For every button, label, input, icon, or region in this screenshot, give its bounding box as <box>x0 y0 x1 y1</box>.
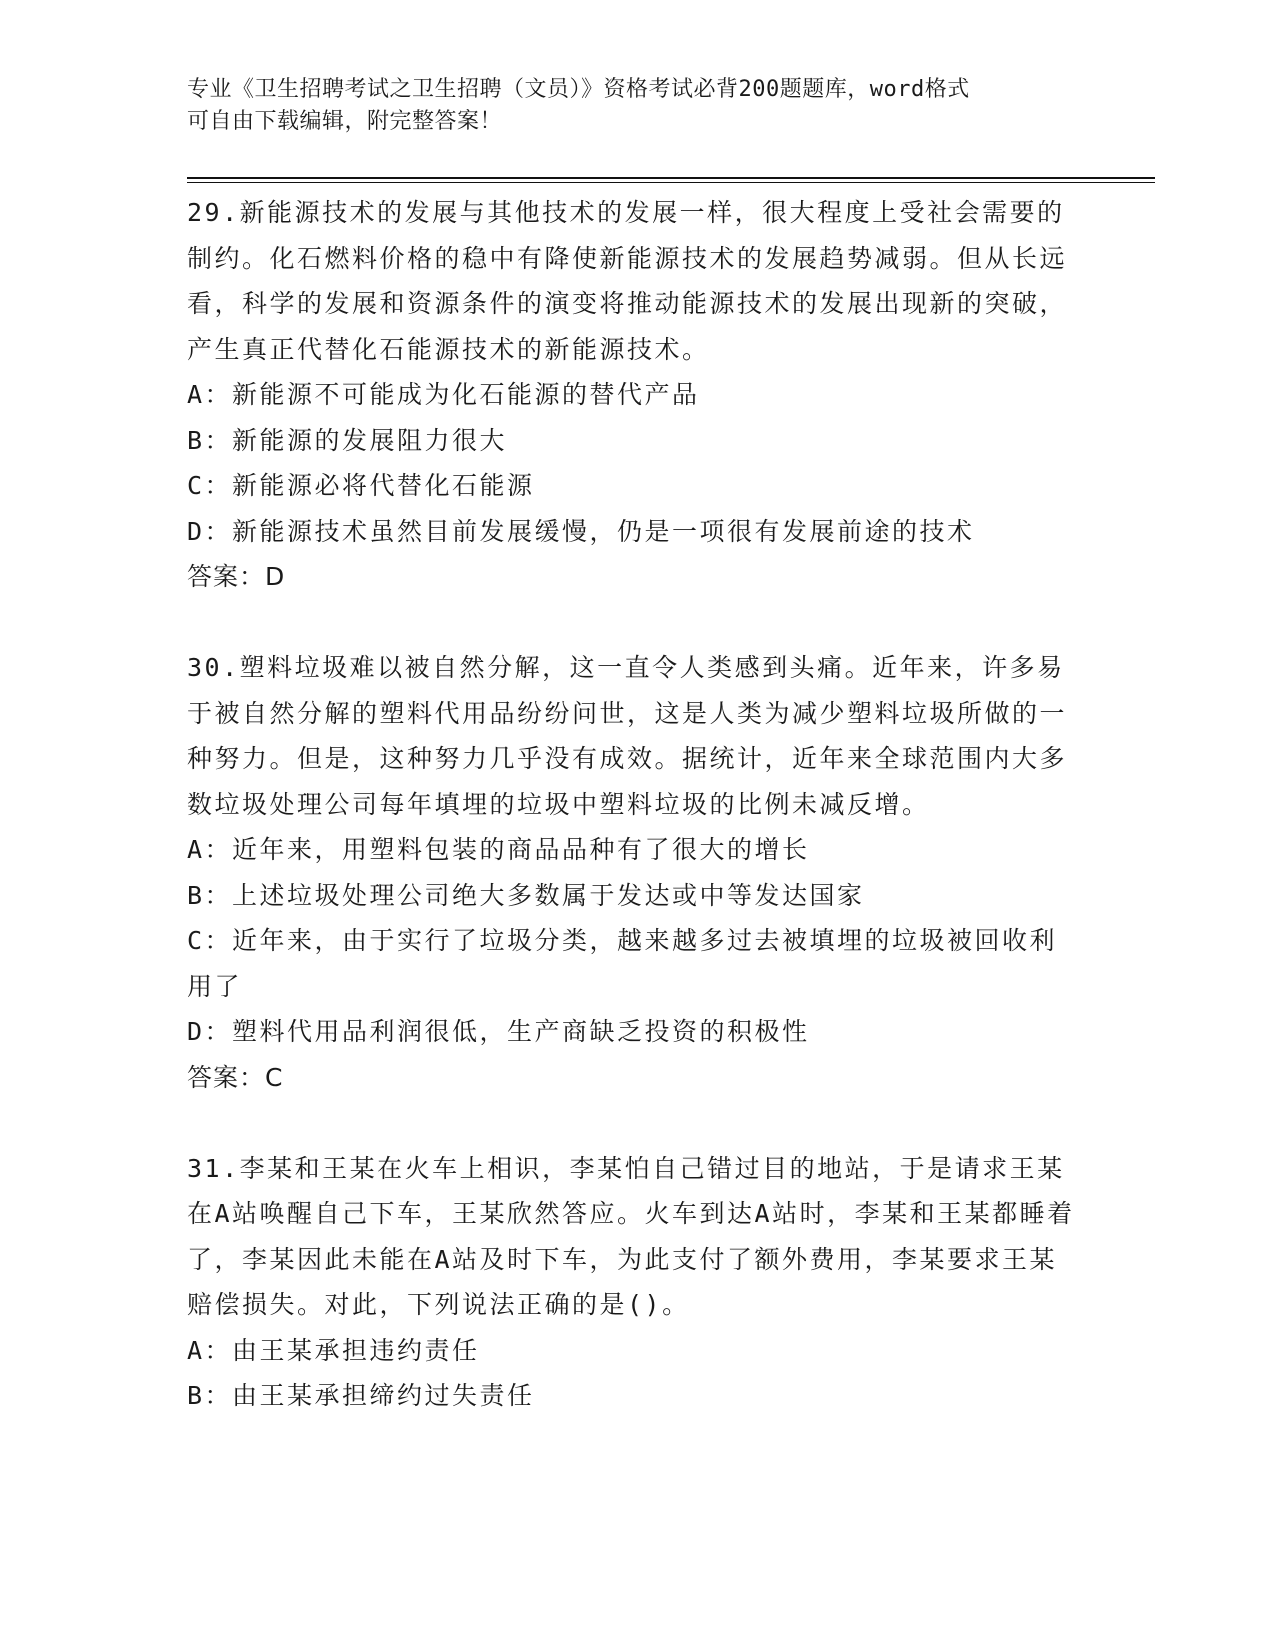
question-stem: 29.新能源技术的发展与其他技术的发展一样，很大程度上受社会需要的制约。化石燃料价格的稳中有降使新能源技术的发展趋势减弱。但从长远看，科学的发展和资源条件的演变将推动能源技术的发展出现新的突破，产生真正代替化石能源技术的新能源技术。 <box>187 198 1068 364</box>
option-c: C：新能源必将代替化石能源 <box>187 471 535 500</box>
option-a: A：近年来，用塑料包装的商品品种有了很大的增长 <box>187 835 810 864</box>
header-divider-thin <box>187 182 1155 183</box>
answer: 答案：D <box>187 562 286 591</box>
question-30 <box>187 645 1077 1100</box>
header-divider <box>187 177 1155 179</box>
option-b: B：由王某承担缔约过失责任 <box>187 1381 535 1410</box>
question-stem: 31.李某和王某在火车上相识，李某怕自己错过目的地站，于是请求王某在A站唤醒自己下车，王某欣然答应。火车到达A站时，李某和王某都睡着了，李某因此未能在A站及时下车，为此支付了额外费用，李某要求王某赔偿损失。对此，下列说法正确的是()。 <box>187 1153 1075 1319</box>
question-29 <box>187 190 1077 600</box>
option-a: A：由王某承担违约责任 <box>187 1335 480 1365</box>
header-title-line-2: 可自由下载编辑，附完整答案！ <box>187 109 503 134</box>
option-c: C：近年来，由于实行了垃圾分类，越来越多过去被填埋的垃圾被回收利用了 <box>187 926 1058 1001</box>
header-title-line-1: 专业《卫生招聘考试之卫生招聘（文员）》资格考试必背200题题库，word格式 <box>187 77 970 102</box>
option-a: A：新能源不可能成为化石能源的替代产品 <box>187 380 700 409</box>
option-d: D：新能源技术虽然目前发展缓慢，仍是一项很有发展前途的技术 <box>187 516 975 546</box>
question-31 <box>187 1146 1077 1419</box>
question-stem: 30.塑料垃圾难以被自然分解，这一直令人类感到头痛。近年来，许多易于被自然分解的塑料代用品纷纷问世，这是人类为减少塑料垃圾所做的一种努力。但是，这种努力几乎没有成效。据统计，近年来全球范围内大多数垃圾处理公司每年填埋的垃圾中塑料垃圾的比例未减反增。 <box>187 653 1068 819</box>
document-header <box>187 74 1067 138</box>
option-d: D：塑料代用品利润很低，生产商缺乏投资的积极性 <box>187 1017 810 1046</box>
option-b: B：新能源的发展阻力很大 <box>187 425 508 455</box>
option-b: B：上述垃圾处理公司绝大多数属于发达或中等发达国家 <box>187 880 865 910</box>
answer: 答案：C <box>187 1062 284 1092</box>
question-list <box>187 190 1077 1419</box>
